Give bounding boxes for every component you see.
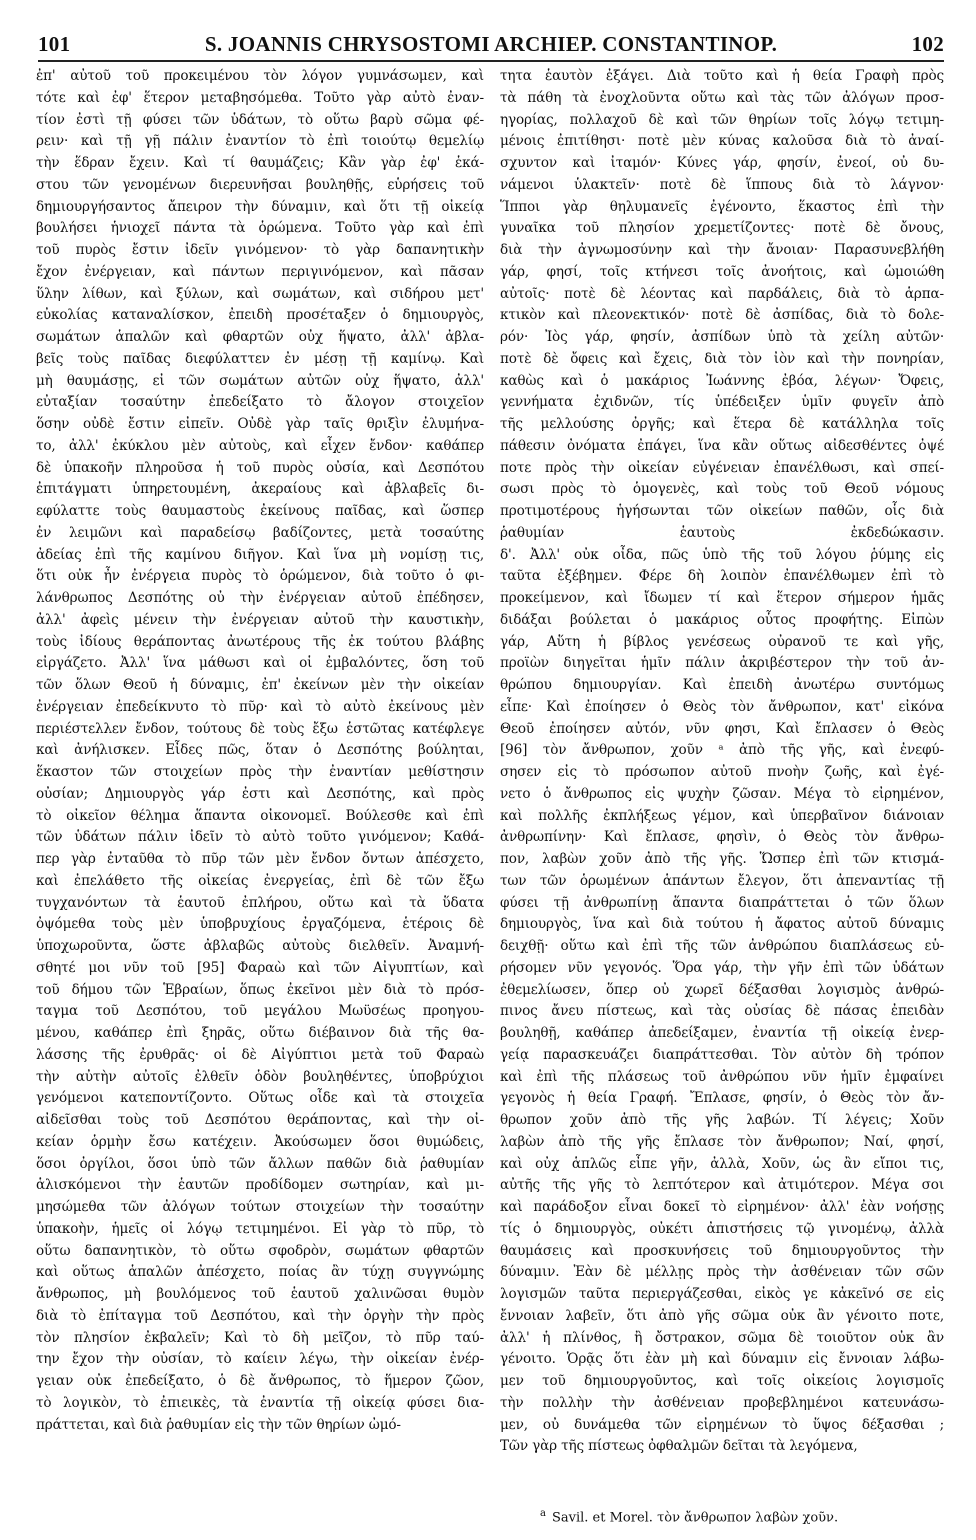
- text-line: Θεοῦ ἐποίησεν αὐτόν, νῦν φησι, Καὶ ἔπλασεν ὁ Θεὸς: [500, 720, 944, 737]
- text-line: σθητέ μοι νῦν τοῦ [95] Φαραὼ καὶ τῶν Αἰγυπτίων, καὶ: [36, 959, 484, 976]
- text-line: τὸ λογικὸν, τὸ ἐπιεικὲς, τὰ ἐναντία τῇ οἰκείᾳ φύσει δια-: [36, 1394, 484, 1411]
- text-line: των τῶν ὁρωμένων ἁπάντων ἔλεγον, ὅτι ἀπεναντίας τῇ: [500, 872, 944, 889]
- text-line: πάθεσιν ὀνόματα ἐπάγει, ἵνα κἂν οὕτως αἰδεσθέντες ὀψέ: [500, 437, 944, 454]
- text-line: θαυμάσεις καὶ προσκυνήσεις τοῦ δημιουργοῦντος τὴν: [500, 1242, 944, 1259]
- text-line: ἐθεμελίωσεν, ὅπερ οὐ χωρεῖ δέξασθαι λογισμὸς ἀνθρώ-: [500, 981, 944, 998]
- running-header: [38, 28, 944, 58]
- footnote-marker: a: [540, 1508, 546, 1519]
- text-line: Τῶν γὰρ τῆς πίστεως ὀφθαλμῶν δεῖται τὰ λεγόμενα,: [500, 1438, 858, 1455]
- text-line: γυναῖκα τοῦ πλησίον χρεμετίζοντες· ποτὲ δὲ ὄνους,: [500, 220, 944, 237]
- text-line: περ γὰρ ἐνταῦθα τὸ πῦρ τῶν μὲν ἔνδον ὄντων ἀπέσχετο,: [36, 851, 484, 867]
- text-line: ἀνθρωπίνην· Καὶ ἔπλασε, φησὶν, ὁ Θεὸς τὸν ἄνθρω-: [500, 829, 944, 846]
- text-line: σωμάτων ἁπαλῶν καὶ φθαρτῶν οὐχ ἥψατο, ἀλλ' ἀβλα-: [36, 329, 484, 345]
- text-line: διὰ τὸ ἐπίταγμα τοῦ Δεσπότου, καὶ τὴν ὀργὴν τὴν πρὸς: [36, 1307, 484, 1324]
- page-number-left: 101: [38, 32, 71, 56]
- footnote: [540, 1508, 838, 1525]
- text-line: οὐσίαν; Δημιουργὸς γάρ ἐστι καὶ Δεσπότης, καὶ πρὸς: [36, 785, 484, 802]
- text-line: γενόμενοι κατεποντίζοντο. Οὕτως οἶδε καὶ τὰ στοιχεῖα: [36, 1090, 484, 1107]
- text-line: γάρ, φησί, τοῖς κτήνεσι τοῖς ἀνοήτοις, καὶ ὡμοιώθη: [500, 263, 944, 280]
- text-line: μεν τοῦ δημιουργοῦντος, καὶ τοῖς οἰκείοις λογισμοῖς: [500, 1373, 944, 1389]
- text-line: γένοιτο. Ὁρᾷς ὅτι ἐὰν μὴ καὶ δύναμιν εἰς ἔννοιαν λάβω-: [500, 1351, 944, 1368]
- text-line: περιέστελλεν ἔνδον, τούτους δὲ τοὺς ἔξω ἑστῶτας κατέφλεγε: [36, 720, 484, 737]
- text-line: καὶ ἐπελάθετο τῆς οἰκείας ἐνεργείας, ἐπὶ δὲ τῶν ἔξω: [36, 872, 484, 889]
- text-line: προτιμοτέρους ἡγήσωνται τῶν οἰκείων παθῶν, οἷς διὰ: [500, 503, 944, 519]
- text-line: τῆς μελλούσης ὀργῆς; καὶ ἕτερα δὲ κατάλληλα τοῖς: [500, 416, 944, 432]
- text-line: τότε καὶ ἐφ' ἕτερον μεταβησόμεθα. Τοῦτο γὰρ αὐτὸ ἐναν-: [36, 89, 484, 106]
- text-line: προϊὼν διηγεῖται ἡμῖν πάλιν ἀκριβέστερον τὴν τοῦ ἀν-: [500, 655, 944, 672]
- text-line: λάσσης τῆς ἐρυθρᾶς· οἱ δὲ Αἰγύπτιοι μετὰ τοῦ Φαραὼ: [36, 1046, 484, 1063]
- text-line: τὰ πάθη τὰ ἐνοχλοῦντα οὕτω καὶ τὰς τῶν ἀλόγων προσ-: [500, 89, 944, 106]
- text-line: τῶν ὑδάτων πάλιν ἰδεῖν τὸ αὐτὸ τοῦτο γινόμενον; Καθά-: [36, 829, 484, 846]
- text-line: ὑπακοὴν, ἡμεῖς οἱ λόγῳ τετιμημένοι. Εἰ γὰρ τὸ πῦρ, τὸ: [36, 1220, 484, 1237]
- text-line: κείαν ὁρμὴν ἔσω κατέχειν. Ἀκούσωμεν ὅσοι θυμώδεις,: [36, 1133, 484, 1150]
- text-line: ἀλλ' ἡ πλίνθος, ἢ ὄστρακον, σῶμα δὲ τοιοῦτον οὐκ ἂν: [500, 1329, 944, 1346]
- text-line: ἐπιτάγματι ὑπηρετουμένη, ἀκεραίους καὶ ἀβλαβεῖς δι-: [36, 481, 484, 498]
- text-line: οὕτω δαπανητικὸν, τὸ οὕτω σφοδρὸν, σωμάτων φθαρτῶν: [36, 1242, 484, 1259]
- text-line: βουλήσει ἡνιοχεῖ πάντα τὰ ὁρώμενα. Τοῦτο γὰρ καὶ ἐπὶ: [36, 220, 484, 237]
- text-line: εἶπε· Καὶ ἐποίησεν ὁ Θεὸς τὸν ἄνθρωπον, κατ' εἰκόνα: [500, 698, 944, 715]
- text-line: γάρ, Αὕτη ἡ βίβλος γενέσεως οὐρανοῦ τε καὶ γῆς,: [500, 633, 944, 650]
- text-line: θρωπον χοῦν ἀπὸ τῆς γῆς λαβών. Τί λέγεις; Χοῦν: [500, 1112, 944, 1128]
- text-line: γείᾳ παρασκευάζει διαπράττεσθαι. Τὸν αὐτὸν δὴ τρόπον: [500, 1046, 944, 1063]
- text-line: ἀδείας ἐπὶ τῆς καμίνου διῆγον. Καὶ ἵνα μὴ νομίσῃ τις,: [36, 546, 484, 563]
- header-rule: [38, 60, 944, 62]
- text-line: ὀψόμεθα τοὺς μὲν ὑποβρυχίους ἐργαζόμενα, ἑτέροις δὲ: [36, 916, 484, 933]
- text-line: τῶν ὅλων Θεοῦ ἡ δύναμις, ἐπ' ἐκείνων μὲν τὴν οἰκείαν: [36, 677, 484, 693]
- text-line: μησώμεθα τῶν ἀλόγων τούτων στοιχείων τὴν τοσαύτην: [36, 1199, 484, 1215]
- running-title: S. JOANNIS CHRYSOSTOMI ARCHIEP. CONSTANTINOP.: [204, 32, 778, 56]
- text-line: λάνθρωπος Δεσπότης οὐ τὴν ἐνέργειαν αὐτοῦ ἐπέδησεν,: [36, 590, 484, 606]
- text-line: ποτὲ δὲ ὄφεις καὶ ἔχεις, διὰ τὸν ἰὸν καὶ τὴν πονηρίαν,: [500, 350, 944, 367]
- text-line: καὶ οὐχ ἁπλῶς εἶπε γῆν, ἀλλὰ, Χοῦν, ὡς ἂν εἴποι τις,: [500, 1155, 944, 1172]
- text-line: ρόν· Ἰὸς γάρ, φησίν, ἀσπίδων ὑπὸ τὰ χείλη αὐτῶν·: [500, 329, 944, 345]
- footnote-text: Savil. et Morel. τὸν ἄνθρωπον λαβὼν χοῦν.: [551, 1510, 839, 1526]
- text-line: δ'. Ἀλλ' οὐκ οἶδα, πῶς ὑπὸ τῆς τοῦ λόγου ῥύμης εἰς: [500, 546, 944, 563]
- text-line: στου τῶν γενομένων διερευνῆσαι βουληθῇς, εὑρήσεις τοῦ: [36, 176, 484, 193]
- text-line: διὰ τὴν ἀγνωμοσύνην καὶ τὴν ἄνοιαν· Παρασυνεβλήθη: [500, 242, 944, 258]
- text-line: τὸ οἰκεῖον θέλημα ἅπαντα οἰκονομεῖ. Βούλεσθε καὶ ἐπὶ: [36, 807, 484, 824]
- text-line: δειχθῇ· οὕτω καὶ ἐπὶ τῆς τῶν ἀνθρώπου διαπλάσεως εὑ-: [500, 938, 944, 954]
- text-line: καὶ παράδοξον εἶναι δοκεῖ τὸ εἰρημένον· ἀλλ' ἐὰν νοήσῃς: [500, 1199, 944, 1215]
- text-line: ταῦτα ἐξέβημεν. Φέρε δὴ λοιπὸν ἐπανέλθωμεν ἐπὶ τὸ: [500, 568, 944, 585]
- text-line: τοῦ δήμου τῶν Ἑβραίων, ὅπως ἐκεῖνοι μὲν διὰ τὸ πρόσ-: [36, 981, 484, 998]
- text-line: εἰργάζετο. Ἀλλ' ἵνα μάθωσι καὶ οἱ ἐμβαλόντες, ὅση τοῦ: [36, 655, 484, 672]
- text-line: ἄνθρωπος, μὴ βουλόμενος τοῦ ἑαυτοῦ χαλινῶσαι θυμὸν: [36, 1286, 484, 1302]
- text-line: αὐτῆς τῆς γῆς τὸ λεπτότερον καὶ ἀτιμότερον. Μέγα σοι: [500, 1177, 944, 1194]
- text-line: ἐπ' αὐτοῦ τοῦ προκειμένου τὸν λόγον γυμνάσωμεν, καὶ: [36, 68, 484, 84]
- text-line: καθὼς καὶ ὁ μακάριος Ἰωάννης ἐβόα, λέγων· Ὄφεις,: [500, 372, 944, 389]
- text-line: τὴν αὐτὴν αὐτοῖς ἐλθεῖν ὁδὸν βουληθέντες, ὑποβρύχιοι: [36, 1068, 484, 1085]
- text-line: λογισμῶν ταῦτα περιεργάζεσθαι, εἰκὸς γε κἀκεῖνό σε εἰς: [500, 1286, 944, 1302]
- text-line: πράττεται, καὶ διὰ ῥαθυμίαν εἰς τὴν τῶν θηρίων ὠμό-: [36, 1416, 401, 1433]
- text-line: κτικὸν καὶ πλεονεκτικόν· ποτὲ δὲ ἀσπίδας, διὰ τὸ δολε-: [500, 307, 944, 324]
- text-line: [96] τὸν ἄνθρωπον, χοῦν ᵃ ἀπὸ τῆς γῆς, καὶ ἐνεφύ-: [500, 742, 944, 759]
- text-line: δημιουργὸς, ἵνα καὶ διὰ τούτου ἡ ἄφατος αὐτοῦ δύναμις: [500, 916, 944, 933]
- text-line: δημιουργήσαντος ἄπειρον τὴν δύναμιν, καὶ ὅτι τῇ οἰκείᾳ: [36, 198, 484, 215]
- right-column: [500, 66, 944, 1458]
- text-line: διδάξαι βούλεται ὁ μακάριος οὗτος προφήτης. Εἰπὼν: [500, 611, 944, 628]
- text-line: ἀλλ' ἀφεὶς μένειν τὴν ἐνέργειαν αὐτοῦ τὴν καυστικὴν,: [36, 611, 484, 628]
- text-line: καὶ πολλῆς ἐκπλήξεως γέμον, καὶ ὑπερβαῖνον διάνοιαν: [500, 807, 944, 824]
- text-line: μένου, καθάπερ ἐπὶ ξηρᾶς, οὕτω διέβαινον διὰ τῆς θα-: [36, 1025, 484, 1041]
- text-line: καὶ ἐπὶ τῆς πλάσεως τοῦ ἀνθρώπου νῦν ἡμῖν ἐμφαίνει: [500, 1068, 944, 1085]
- text-line: ἐνέργειαν ἐπεδείκνυτο τὸ πῦρ· καὶ τὸ αὐτὸ ἐκείνους μὲν: [36, 698, 484, 715]
- text-line: εφύλαττε τοὺς θαυμαστοὺς ἐκείνους παῖδας, καὶ ὥσπερ: [36, 503, 484, 519]
- text-line: ὕλην λίθων, καὶ ξύλων, καὶ σωμάτων, καὶ σιδήρου μετ': [36, 285, 484, 302]
- text-line: ἔχον ἐνέργειαν, καὶ πάντων περιγινόμενον, καὶ πᾶσαν: [36, 263, 484, 280]
- text-line: σχυντον καὶ ἰταμόν· Κύνες γάρ, φησίν, ἐνεοί, οὐ δυ-: [500, 155, 944, 171]
- text-line: τίς ὁ δημιουργὸς, οὐκέτι ἀπιστήσεις τῷ γινομένῳ, ἀλλὰ: [500, 1220, 944, 1237]
- text-line: μεν, οὐ δυνάμεθα τῶν εἰρημένων τὸ ὕψος δέξασθαι ;: [500, 1416, 944, 1433]
- text-line: πινος ἄνευ πίστεως, καὶ τὰς οὐσίας δὲ πάσας ἐπειδὰν: [500, 1003, 944, 1020]
- text-line: το, ἀλλ' ἐκύκλου μὲν αὐτοὺς, καὶ εἶχεν ἔνδον· καθάπερ: [36, 437, 484, 454]
- text-line: τὴν πολλὴν τὴν ἀσθένειαν προβεβλημένοι κατευνάσω-: [500, 1394, 944, 1411]
- text-line: τὸν πλησίον ἐκβαλεῖν; Καὶ τὸ δὴ μεῖζον, τὸ πῦρ ταύ-: [36, 1329, 484, 1346]
- text-line: δὲ ὑπακοῆν πληροῦσα ἡ τοῦ πυρὸς οὐσία, καὶ Δεσπότου: [36, 459, 484, 476]
- text-line: εὐταξίαν τοσαύτην ἐπεδείξατο τὸ ἄλογον στοιχεῖον: [36, 394, 484, 411]
- text-line: καὶ ἀνήλισκεν. Εἶδες πῶς, ὅταν ὁ Δεσπότης βούληται,: [36, 742, 484, 759]
- text-line: ἔννοιαν λαβεῖν, ὅτι ἀπὸ γῆς σῶμα οὐκ ἂν γένοιτο ποτε,: [500, 1307, 944, 1324]
- text-line: ὅσοι ὀργίλοι, ὅσοι ὑπὸ τῶν ἄλλων παθῶν διὰ ῥαθυμίαν: [36, 1155, 484, 1172]
- text-line: ποτε πρὸς τὴν οἰκείαν εὐγένειαν ἐπανέλθωσι, καὶ σπεί-: [500, 459, 944, 476]
- text-line: προκείμενον, καὶ ἴδωμεν τί καὶ ἕτερον σήμερον ἡμᾶς: [500, 590, 944, 606]
- text-line: τίον ἐστὶ τῇ φύσει τῶν ὑδάτων, τὸ οὕτω βαρὺ σῶμα φέ-: [36, 111, 484, 128]
- text-line: αὐτοῖς· ποτὲ δὲ λέοντας καὶ παρδάλεις, διὰ τὸ ἁρπα-: [500, 285, 944, 302]
- left-column: [36, 66, 484, 1436]
- text-line: ηγορίας, πολλαχοῦ δὲ καὶ τῶν θηρίων τοῖς λόγῳ τετιμη-: [500, 111, 944, 128]
- text-line: θρώπου δημιουργίαν. Καὶ ἐπειδὴ ἀνωτέρω συντόμως: [500, 677, 944, 693]
- text-line: πον, λαβὼν χοῦν ἀπὸ τῆς γῆς. Ὥσπερ ἐπὶ τῶν κτισμά-: [500, 851, 944, 867]
- text-line: τὴν ἕδραν ἔχειν. Καὶ τί θαυμάζεις; Κἂν γὰρ ἐφ' ἑκά-: [36, 155, 484, 171]
- text-line: ρειν· καὶ τῇ γῇ πάλιν ἐναντίον τὸ ἐπὶ τοιούτῳ θεμελίῳ: [36, 133, 484, 150]
- text-line: ῥαθυμίαν ἑαυτοὺς ἐκδεδώκασιν.: [500, 524, 944, 541]
- text-line: γειαν οὐκ ἐπεδείξατο, ὁ δὲ ἄνθρωπος, τὸ ἥμερον ζῶον,: [36, 1373, 484, 1389]
- text-line: λαβὼν ἀπὸ τῆς γῆς ἔπλασε τὸν ἄνθρωπον; Ναί, φησί,: [500, 1133, 944, 1150]
- text-line: ἕκαστον τῶν στοιχείων πρὸς τὴν ἐναντίαν μεθίστησιν: [36, 764, 484, 780]
- page-number-right: 102: [911, 32, 944, 56]
- text-line: μένοις ἐπιτίθησι· ποτὲ μὲν κύνας καλοῦσα διὰ τὸ ἀναί-: [500, 133, 944, 150]
- text-line: τητα ἑαυτὸν ἐξάγει. Διὰ τοῦτο καὶ ἡ θεία Γραφὴ πρὸς: [500, 68, 944, 84]
- text-line: ἐν λειμῶνι καὶ παραδείσῳ βαδίζοντες, μετὰ τοσαύτης: [36, 524, 484, 541]
- text-line: νάμενοι ὑλακτεῖν· ποτὲ δὲ ἵππους διὰ τὸ λάγνον·: [500, 176, 944, 193]
- text-line: ταγμα τοῦ Δεσπότου, τοῦ μεγάλου Μωϋσέως προηγου-: [36, 1003, 484, 1020]
- text-line: την ἔχον τὴν οὐσίαν, τὸ καίειν λέγω, τὴν οἰκείαν ἐνέρ-: [36, 1351, 484, 1368]
- text-line: σησεν εἰς τὸ πρόσωπον αὐτοῦ πνοὴν ζωῆς, καὶ ἐγέ-: [500, 764, 944, 780]
- text-line: νετο ὁ ἄνθρωπος εἰς ψυχὴν ζῶσαν. Μέγα τὸ εἰρημένον,: [500, 785, 944, 802]
- text-line: καὶ οὕτως ἁπαλῶν ἀπέσχετο, ποίας ἂν τύχῃ συγγνώμης: [36, 1264, 484, 1281]
- text-line: ὅσην οὐδὲ ἔστιν εἰπεῖν. Οὐδὲ γὰρ ταῖς θριξὶν ἐλυμήνα-: [36, 416, 484, 432]
- text-line: ὅτι οὐκ ἦν ἐνέργεια πυρὸς τὸ ὁρώμενον, διὰ τοῦτο ὁ φι-: [36, 568, 484, 585]
- text-line: τοῦ πυρὸς ἔστιν ἰδεῖν γινόμενον· τὸ γὰρ δαπανητικὴν: [36, 242, 484, 258]
- text-line: βουληθῇ, καθάπερ ἀπεδείξαμεν, ἐναντία τῇ οἰκείᾳ ἐνερ-: [500, 1025, 944, 1041]
- text-line: εὐκολίας καταναλίσκον, ἐπειδὴ προσέταξεν ὁ δημιουργὸς,: [36, 307, 484, 324]
- text-line: ὑποχωροῦντα, ὥστε ἀβλαβῶς αὐτοὺς διελθεῖν. Ἀναμνή-: [36, 938, 484, 954]
- text-line: γεγονὸς ἡ θεία Γραφή. Ἔπλασε, φησίν, ὁ Θεὸς τὸν ἄν-: [500, 1090, 944, 1107]
- text-line: μὴ θαυμάσῃς, εἰ τῶν σωμάτων αὐτῶν οὐχ ἥψατο, ἀλλ': [36, 372, 484, 389]
- text-line: Ἵπποι γὰρ θηλυμανεῖς ἐγένοντο, ἕκαστος ἐπὶ τὴν: [500, 198, 944, 215]
- text-line: ρήσομεν νῦν γεγονός. Ὅρα γάρ, τὴν γῆν ἐπὶ τῶν ὑδάτων: [500, 959, 944, 976]
- text-line: ἁλισκόμενοι τὴν ἑαυτῶν προδίδομεν σωτηρίαν, καὶ μι-: [36, 1177, 484, 1194]
- text-line: τοὺς ἰδίους θεράποντας ἀνωτέρους τῆς ἐκ τούτου βλάβης: [36, 633, 484, 650]
- text-line: φύσει τῇ ἀνθρωπίνῃ ἅπαντα διαπράττεται ὁ τῶν ὅλων: [500, 894, 944, 911]
- text-line: αἰδεῖσθαι τοὺς τοῦ Δεσπότου θεράποντας, καὶ τὴν οἰ-: [36, 1112, 484, 1128]
- text-line: σωσι πρὸς τὸ ὁμογενὲς, καὶ τοὺς τοῦ Θεοῦ νόμους: [500, 481, 944, 498]
- text-line: τυγχανόντων τὰ ἑαυτοῦ ἐπλήρου, οὕτω καὶ τὰ ὕδατα: [36, 894, 484, 911]
- text-line: γεννήματα ἐχιδνῶν, τίς ὑπέδειξεν ὑμῖν φυγεῖν ἀπὸ: [500, 394, 944, 411]
- text-line: δύναμιν. Ἐὰν δὲ μέλλῃς πρὸς τὴν ἀσθένειαν τῶν σῶν: [500, 1264, 944, 1281]
- text-line: βεῖς τοὺς παῖδας διεφύλαττεν ἐν μέσῃ τῇ καμίνῳ. Καὶ: [36, 350, 484, 367]
